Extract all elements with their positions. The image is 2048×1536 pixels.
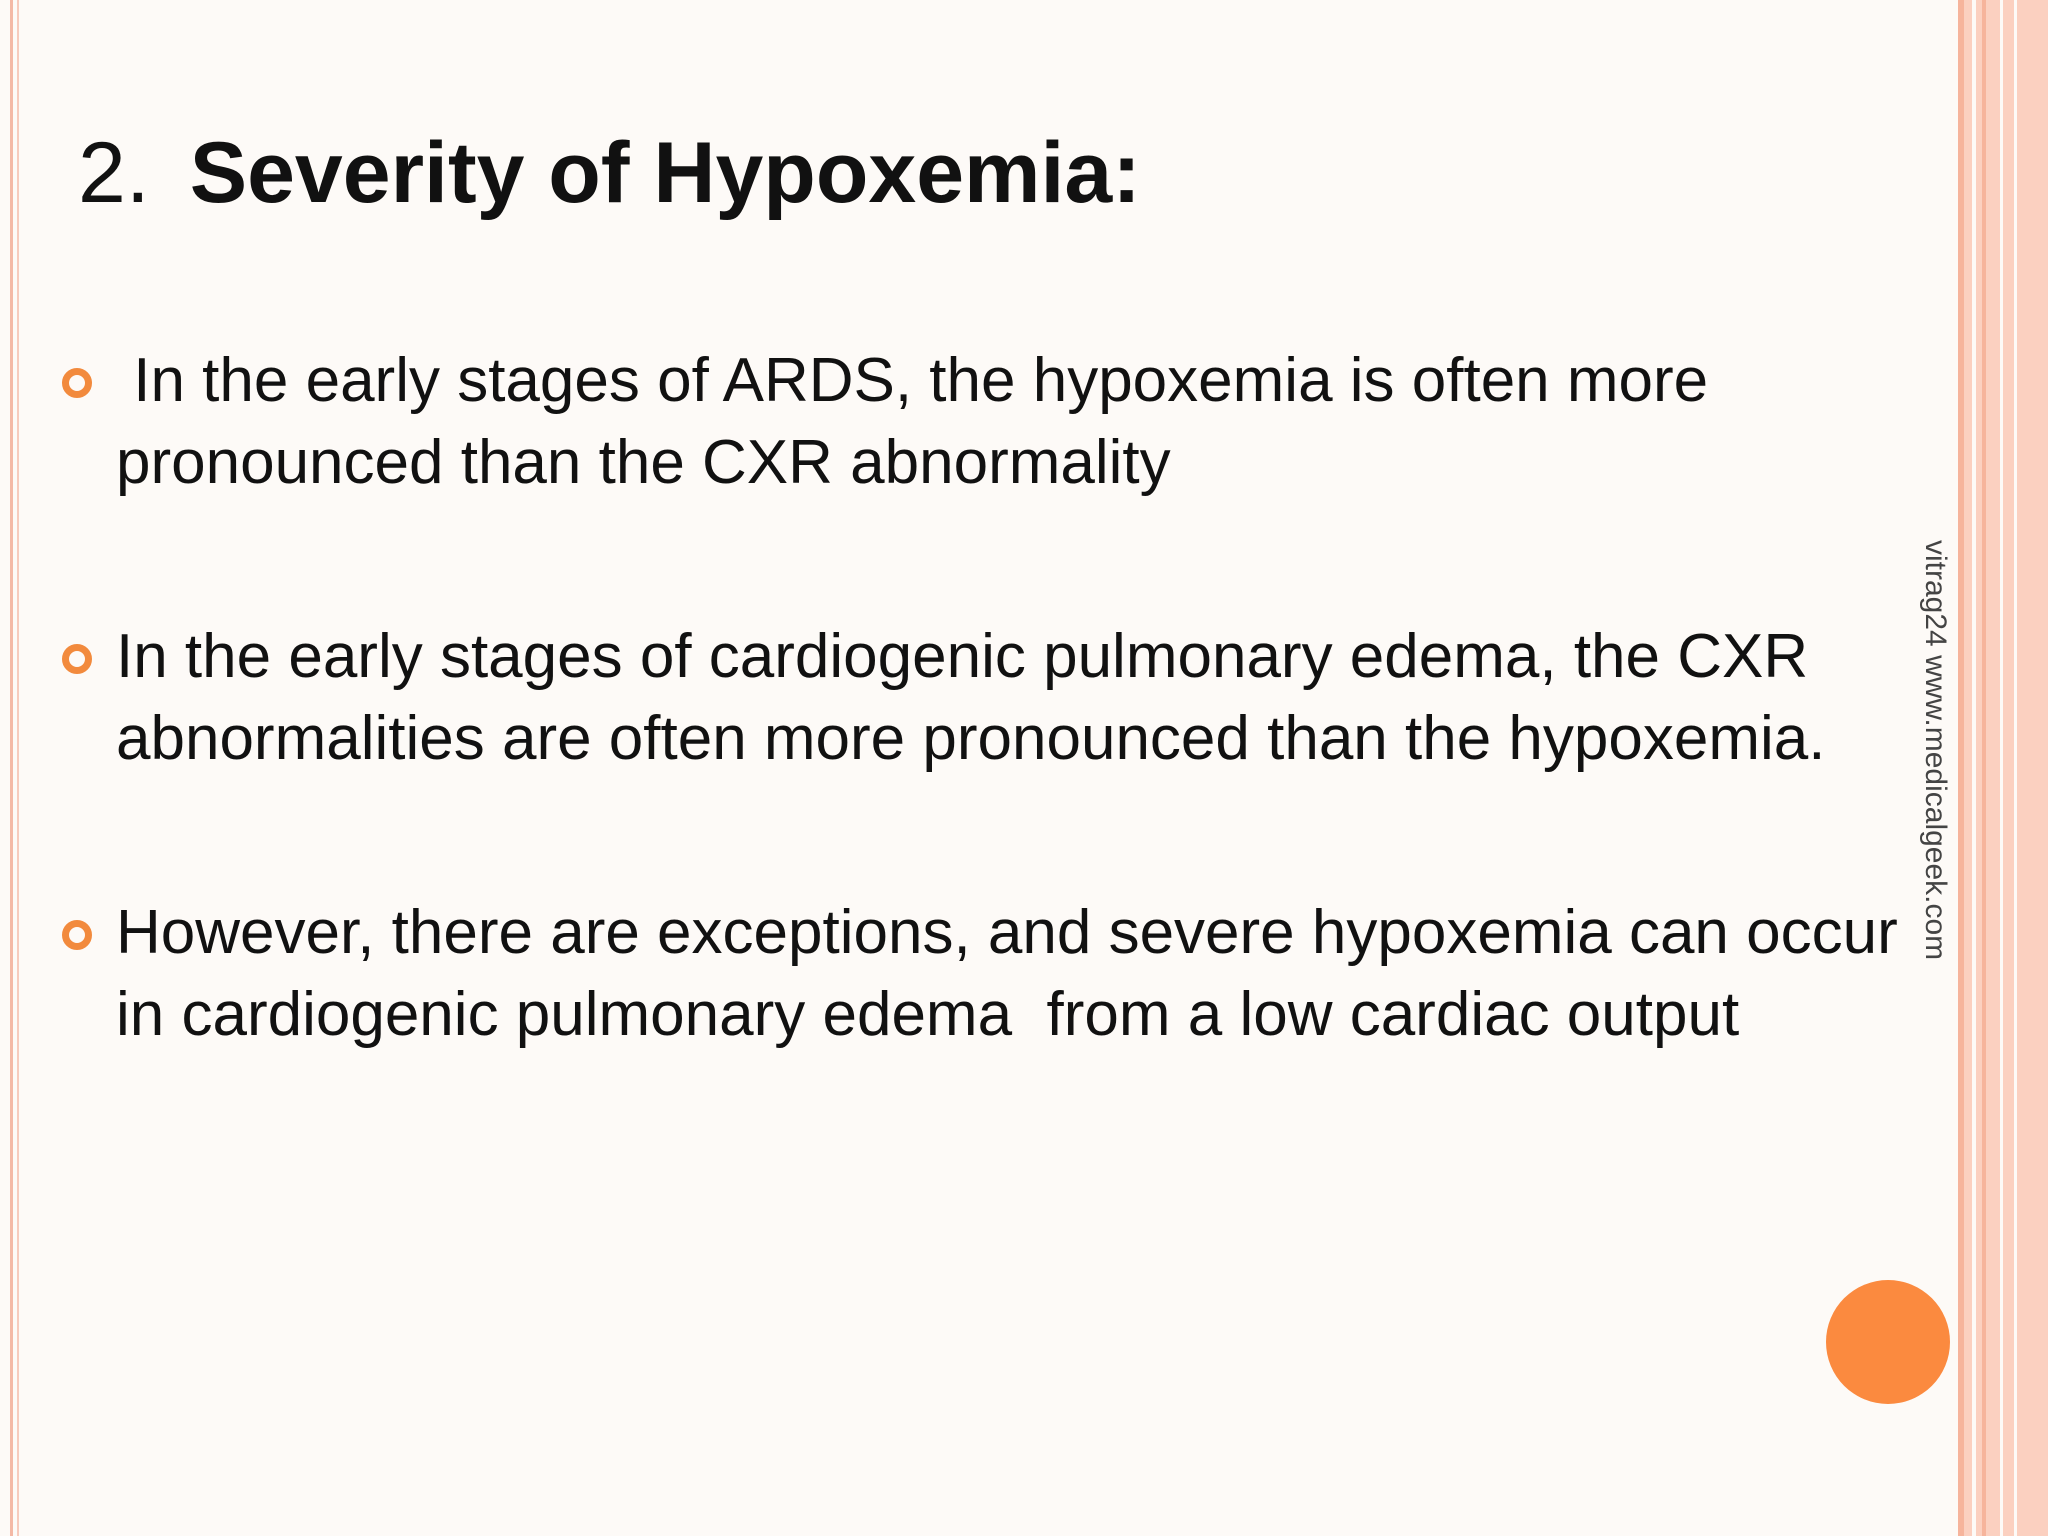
right-frame-gap — [1972, 0, 1976, 1536]
right-frame-gap — [2014, 0, 2017, 1536]
bullet-item — [58, 892, 1958, 1056]
right-frame-line — [1982, 0, 1986, 1536]
bullet-item — [58, 616, 1958, 780]
slide-title-text: Severity of Hypoxemia: — [189, 125, 1141, 221]
bullet-text: However, there are exceptions, and severe hypoxemia can occur in cardiogenic pulmonary edema from a low cardiac output — [116, 898, 1915, 1049]
bullet-text: In the early stages of cardiogenic pulmonary edema, the CXR abnormalities are often more pronounced than the hypoxemia. — [116, 622, 1826, 773]
left-frame-line — [10, 0, 13, 1536]
hollow-circle-bullet-icon — [62, 368, 92, 398]
right-frame-line — [1958, 0, 1964, 1536]
hollow-circle-bullet-icon — [62, 644, 92, 674]
slide-title-number: 2. — [78, 125, 150, 221]
bullet-list — [58, 340, 1958, 1056]
orange-circle-icon — [1826, 1280, 1950, 1404]
bullet-text: In the early stages of ARDS, the hypoxemia is often more pronounced than the CXR abnormality — [116, 346, 1726, 497]
watermark-text: vitrag24 www.medicalgeek.com — [1919, 540, 1952, 961]
slide-title — [78, 118, 1141, 228]
hollow-circle-bullet-icon — [62, 920, 92, 950]
right-frame-gap — [2000, 0, 2003, 1536]
left-frame-line-inner — [17, 0, 19, 1536]
bullet-item — [58, 340, 1958, 504]
